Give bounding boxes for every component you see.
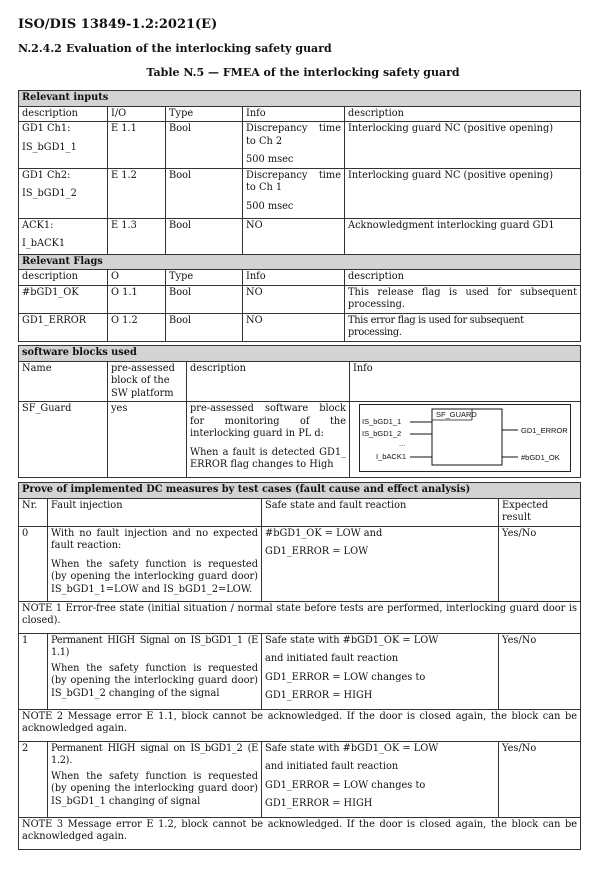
flag-name: GD1_ERROR — [19, 313, 108, 341]
diagram-output-label: GD1_ERROR — [521, 426, 568, 435]
info-value: 500 msec — [246, 200, 294, 212]
info-text: NO — [243, 285, 345, 313]
signal-variable: IS_bGD1_1 — [22, 141, 77, 153]
safe-state-line: Safe state with #bGD1_OK = LOW — [265, 742, 439, 754]
info-text: Discrepancy time to Ch 2 — [246, 123, 341, 147]
fault-request: When the safety function is requested (by opening the interlocking guard door) IS_bGD1_2 changing of the signal — [51, 662, 258, 699]
section-number: N.2.4.2 — [18, 42, 62, 55]
inputs-flags-table — [18, 90, 581, 342]
table-row — [19, 285, 581, 313]
function-block-title: SF_GUARD — [436, 410, 477, 419]
case-number: 0 — [19, 526, 48, 601]
io-address: E 1.3 — [108, 218, 166, 254]
column-header: I/O — [108, 106, 166, 122]
expected-result: Yes/No — [499, 526, 581, 601]
io-address: O 1.2 — [108, 313, 166, 341]
dc-header-row — [19, 498, 581, 526]
info-text: NO — [243, 218, 345, 254]
description: This release flag is used for subsequent processing. — [345, 285, 581, 313]
column-header: description — [345, 270, 581, 286]
column-header: Info — [350, 361, 581, 402]
table-row — [19, 402, 581, 478]
note-text: NOTE 1 Error-free state (initial situation / normal state before tests are performed, interlocking guard door is closed). — [19, 601, 581, 633]
signal-variable: I_bACK1 — [22, 238, 66, 249]
fault-condition: Permanent HIGH Signal on IS_bGD1_1 (E 1.1) — [51, 634, 258, 658]
data-type: Bool — [166, 122, 243, 169]
safe-state-line: Safe state with #bGD1_OK = LOW — [265, 634, 439, 646]
flags-header-row — [19, 270, 581, 286]
dc-measures-table — [18, 482, 581, 850]
table-row — [19, 526, 581, 601]
column-header: Type — [166, 270, 243, 286]
table-row — [19, 313, 581, 341]
software-blocks-table — [18, 345, 581, 478]
inputs-heading: Relevant inputs — [19, 91, 581, 107]
section-title: Evaluation of the interlocking safety guard — [66, 42, 332, 55]
io-address: O 1.1 — [108, 285, 166, 313]
diagram-output-label: #bGD1_OK — [521, 453, 560, 462]
expected-result: Yes/No — [499, 741, 581, 817]
column-header: description — [19, 106, 108, 122]
column-header: Expected result — [499, 498, 581, 526]
fault-request: When the safety function is requested (by opening the interlocking guard door) IS_bGD1_1 changing of signal — [51, 770, 258, 807]
flags-heading: Relevant Flags — [19, 254, 581, 270]
data-type: Bool — [166, 218, 243, 254]
table-row — [19, 168, 581, 218]
safe-state-line: GD1_ERROR = LOW changes to — [265, 779, 426, 791]
description: This error flag is used for subsequent processing. — [345, 313, 581, 341]
blocks-header-row — [19, 361, 581, 402]
case-number: 1 — [19, 633, 48, 709]
section-heading — [18, 42, 332, 55]
fault-condition: With no fault injection and no expected fault reaction: — [51, 527, 258, 551]
diagram-input-label: I_bACK1 — [376, 452, 407, 461]
table-caption: Table N.5 — FMEA of the interlocking safety guard — [146, 66, 460, 79]
signal-name: ACK1: — [22, 219, 54, 231]
description: Acknowledgment interlocking guard GD1 — [345, 218, 581, 254]
safe-state-line: and initiated fault reaction — [265, 761, 399, 772]
block-name: SF_Guard — [19, 402, 108, 478]
safe-state-line: #bGD1_OK = LOW and — [265, 527, 383, 539]
sf-guard-block-diagram — [359, 404, 571, 472]
description: Interlocking guard NC (positive opening) — [345, 168, 581, 218]
safe-state-line: and initiated fault reaction — [265, 653, 399, 664]
table-row — [19, 633, 581, 709]
info-text: Discrepancy time to Ch 1 — [246, 169, 341, 193]
table-row — [19, 741, 581, 817]
column-header: O — [108, 270, 166, 286]
expected-result: Yes/No — [499, 633, 581, 709]
column-header: description — [187, 361, 350, 402]
safe-state-line: GD1_ERROR = LOW changes to — [265, 671, 426, 683]
column-header: Nr. — [19, 498, 48, 526]
note-text: NOTE 3 Message error E 1.2, block cannot be acknowledged. If the door is closed again, the block can be acknowledged again. — [19, 817, 581, 849]
block-description: pre-assessed software block for monitoring of the interlocking guard in PL d: — [190, 403, 346, 439]
safe-state-line: GD1_ERROR = HIGH — [265, 690, 373, 701]
column-header: Info — [243, 270, 345, 286]
data-type: Bool — [166, 285, 243, 313]
info-value: 500 msec — [246, 154, 294, 165]
flag-name: #bGD1_OK — [19, 285, 108, 313]
note-text: NOTE 2 Message error E 1.1, block cannot be acknowledged. If the door is closed again, the block can be acknowledged again. — [19, 709, 581, 741]
note-row — [19, 601, 581, 633]
data-type: Bool — [166, 168, 243, 218]
column-header: Fault injection — [48, 498, 262, 526]
fault-condition: Permanent HIGH signal on IS_bGD1_2 (E 1.2). — [51, 742, 258, 766]
dc-heading: Prove of implemented DC measures by test cases (fault cause and effect analysis) — [19, 483, 581, 499]
table-row — [19, 218, 581, 254]
blocks-heading: software blocks used — [19, 346, 581, 362]
safe-state-line: GD1_ERROR = HIGH — [265, 798, 373, 809]
block-fault-behavior: When a fault is detected GD1_ ERROR flag changes to High — [190, 446, 346, 470]
column-header: Info — [243, 106, 345, 122]
diagram-input-label: IS_bGD1_1 — [362, 417, 402, 426]
data-type: Bool — [166, 313, 243, 341]
column-header: description — [345, 106, 581, 122]
info-text: NO — [243, 313, 345, 341]
table-row — [19, 122, 581, 169]
signal-variable: IS_bGD1_2 — [22, 188, 77, 199]
column-header: Type — [166, 106, 243, 122]
column-header: description — [19, 270, 108, 286]
diagram-input-label: IS_bGD1_2 — [362, 429, 402, 438]
description: Interlocking guard NC (positive opening) — [345, 122, 581, 169]
note-row — [19, 817, 581, 849]
io-address: E 1.2 — [108, 168, 166, 218]
document-id: ISO/DIS 13849-1.2:2021(E) — [18, 17, 218, 32]
fault-request: When the safety function is requested (by opening the interlocking guard door) IS_bGD1_1=LOW and IS_bGD1_2=LOW. — [51, 558, 258, 595]
inputs-header-row — [19, 106, 581, 122]
case-number: 2 — [19, 741, 48, 817]
column-header: Safe state and fault reaction — [262, 498, 499, 526]
io-address: E 1.1 — [108, 122, 166, 169]
safe-state-line: GD1_ERROR = LOW — [265, 546, 369, 557]
note-row — [19, 709, 581, 741]
preassessed-value: yes — [108, 402, 187, 478]
diagram-input-label: ... — [399, 439, 406, 448]
column-header: Name — [19, 361, 108, 402]
signal-name: GD1 Ch2: — [22, 169, 71, 181]
column-header: pre-assessed block of the SW platform — [108, 361, 187, 402]
signal-name: GD1 Ch1: — [22, 123, 71, 134]
